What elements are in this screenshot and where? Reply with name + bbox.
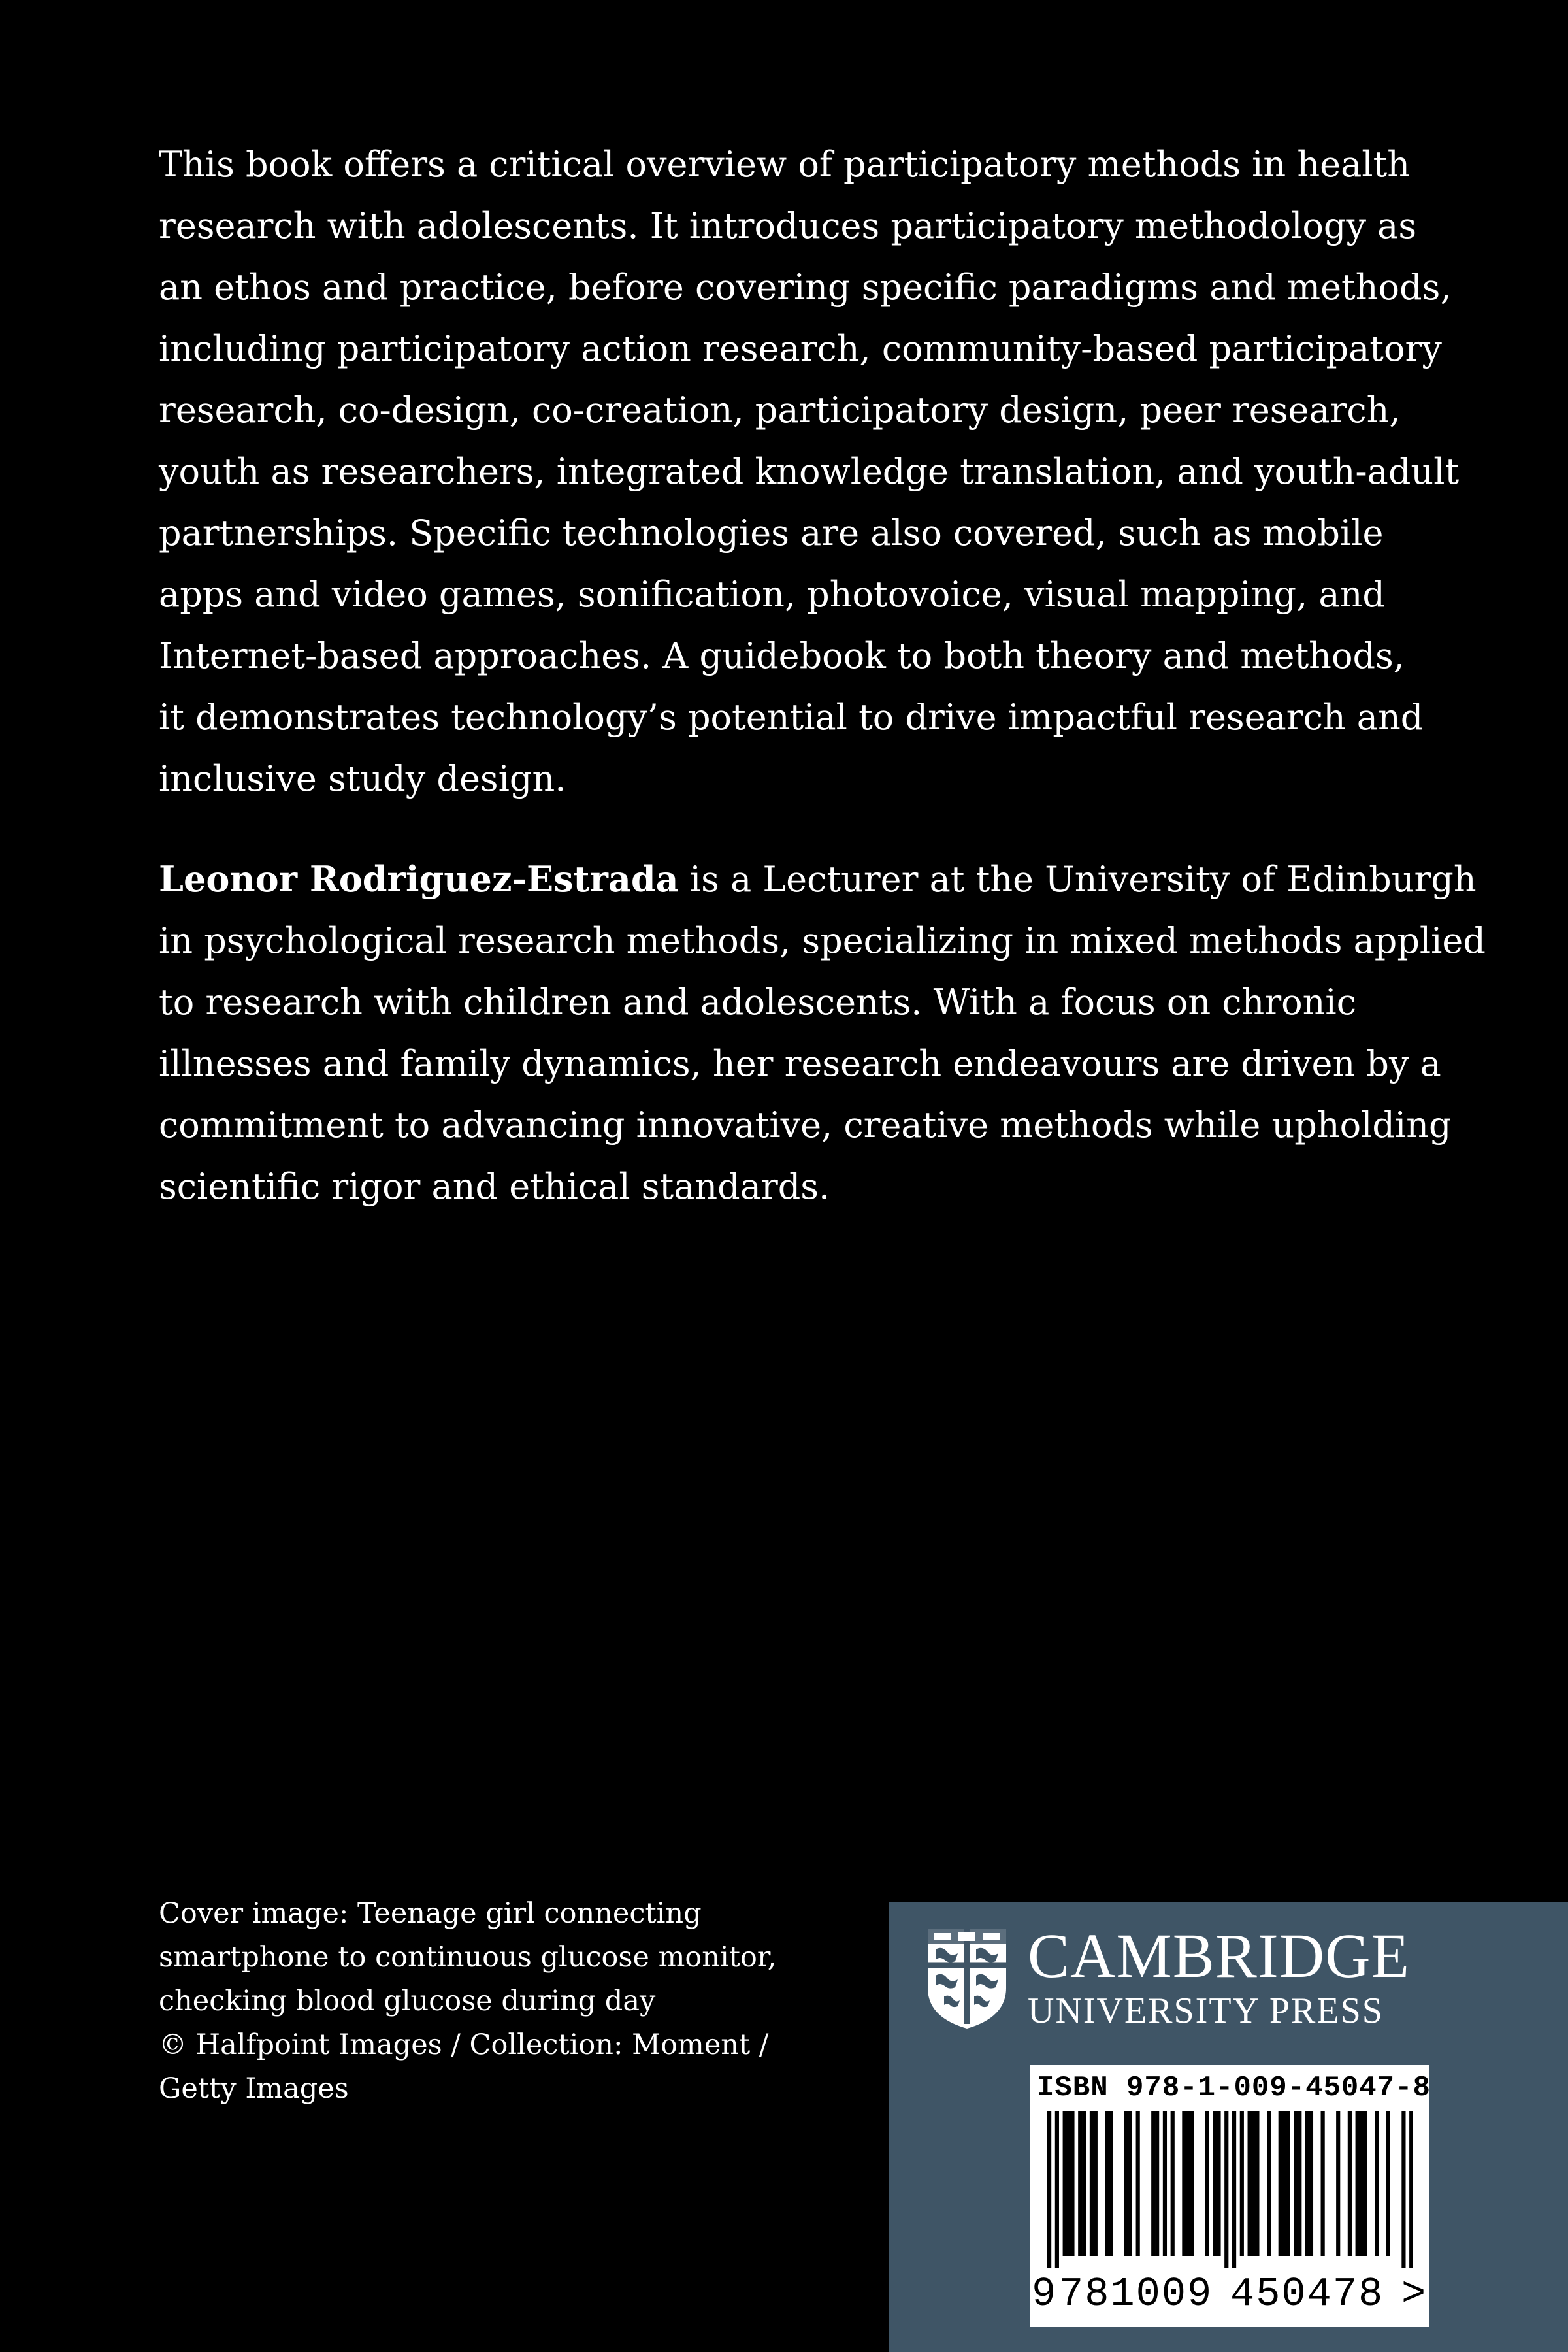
bio-line: scientific rigor and ethical standards. (159, 1166, 830, 1207)
barcode-bar (1348, 2111, 1352, 2256)
barcode-bar (1213, 2111, 1217, 2256)
barcode-bar (1124, 2111, 1128, 2256)
barcode-bar (1171, 2111, 1175, 2256)
bio-line: to research with children and adolescents. With a focus on chronic (159, 982, 1356, 1023)
barcode-bar (1186, 2111, 1190, 2256)
barcode-bar (1286, 2111, 1290, 2256)
barcode-bar (1070, 2111, 1074, 2256)
barcode-bar (1251, 2111, 1255, 2256)
barcode-bar (1232, 2111, 1236, 2268)
barcode-bar (1047, 2111, 1051, 2268)
barcode-bar (1217, 2111, 1220, 2256)
back-cover-text (159, 134, 1486, 1217)
cover-image-credit (159, 1892, 776, 2111)
barcode-bar (1163, 2111, 1167, 2256)
bio-line: commitment to advancing innovative, creative methods while upholding (159, 1104, 1452, 1146)
barcode-bar (1359, 2111, 1363, 2256)
barcode-bar (1094, 2111, 1098, 2256)
barcode-bar (1109, 2111, 1113, 2256)
barcode-quiet-zone-mark: > (1401, 2271, 1426, 2317)
credit-line: © Halfpoint Images / Collection: Moment / (159, 2029, 769, 2061)
isbn-barcode (1030, 2065, 1429, 2327)
description-line: Internet-based approaches. A guidebook to both theory and methods, (159, 635, 1405, 676)
barcode-bar (1078, 2111, 1082, 2256)
bio-line: illnesses and family dynamics, her research endeavours are driven by a (159, 1043, 1441, 1084)
barcode-bar (1305, 2111, 1309, 2256)
description-line: including participatory action research, community-based participatory (159, 328, 1442, 369)
barcode-bar (1321, 2111, 1325, 2256)
publisher-logo (924, 1921, 1411, 2032)
bio-line-rest: is a Lecturer at the University of Edinburgh (678, 859, 1477, 900)
barcode-bar (1155, 2111, 1159, 2256)
bio-first-line (159, 848, 1477, 910)
barcode-bar (1151, 2111, 1155, 2256)
barcode-bar (1105, 2111, 1109, 2256)
barcode-digits (1030, 2272, 1429, 2317)
barcode-bar (1386, 2111, 1390, 2256)
publisher-wordmark (1028, 1921, 1411, 2032)
barcode-bar (1401, 2111, 1405, 2268)
barcode-digit-group: 781009 (1059, 2271, 1213, 2317)
description-line: apps and video games, sonification, photovoice, visual mapping, and (159, 574, 1385, 615)
barcode-bar (1294, 2111, 1298, 2256)
description-line: an ethos and practice, before covering specific paradigms and methods, (159, 267, 1452, 308)
barcode-bar (1190, 2111, 1194, 2256)
barcode-bar (1248, 2111, 1252, 2256)
description-line: it demonstrates technology’s potential to drive impactful research and (159, 697, 1424, 738)
barcode-bar (1267, 2111, 1271, 2256)
book-description (159, 134, 1460, 810)
publisher-panel (889, 1902, 1568, 2352)
university-crest-icon (924, 1926, 1009, 2030)
description-line: inclusive study design. (159, 758, 566, 799)
barcode-bar (1063, 2111, 1067, 2256)
barcode-bar (1279, 2111, 1282, 2256)
barcode-bar (1255, 2111, 1259, 2256)
publisher-name-line1: CAMBRIDGE (1028, 1921, 1411, 1991)
barcode-bar (1375, 2111, 1379, 2256)
barcode-digit-group: 450478 (1230, 2271, 1384, 2317)
description-line: partnerships. Specific technologies are also covered, such as mobile (159, 512, 1384, 554)
publisher-name-line2: UNIVERSITY PRESS (1028, 1991, 1384, 2031)
barcode-bar (1240, 2111, 1244, 2256)
description-line: youth as researchers, integrated knowledge translation, and youth-adult (159, 451, 1460, 492)
barcode-bar (1282, 2111, 1286, 2256)
author-bio (159, 848, 1486, 1217)
credit-line: Cover image: Teenage girl connecting (159, 1897, 702, 1930)
barcode-bar (1224, 2111, 1228, 2268)
barcode-bar (1363, 2111, 1367, 2256)
barcode-bar (1182, 2111, 1186, 2256)
credit-line: smartphone to continuous glucose monitor, (159, 1941, 777, 1974)
barcode-bar (1356, 2111, 1360, 2256)
barcode-bar (1136, 2111, 1140, 2256)
barcode-bar (1336, 2111, 1340, 2256)
barcode-bar (1066, 2111, 1070, 2256)
barcode-bar (1082, 2111, 1086, 2256)
description-line: This book offers a critical overview of participatory methods in health (159, 144, 1411, 185)
barcode-bar (1409, 2111, 1413, 2268)
barcode-bar (1055, 2111, 1059, 2268)
barcode-bar (1205, 2111, 1209, 2256)
barcode-lead-digit: 9 (1032, 2271, 1056, 2317)
barcode-bar (1298, 2111, 1301, 2256)
author-name: Leonor Rodriguez-Estrada (159, 858, 679, 900)
description-line: research, co-design, co-creation, participatory design, peer research, (159, 389, 1401, 431)
barcode-bar (1309, 2111, 1313, 2256)
credit-line: Getty Images (159, 2072, 349, 2105)
barcode-bars (1047, 2111, 1413, 2268)
isbn-label: ISBN 978-1-009-45047-8 (1037, 2072, 1431, 2104)
credit-line: checking blood glucose during day (159, 1985, 656, 2017)
description-line: research with adolescents. It introduces participatory methodology as (159, 205, 1417, 246)
barcode-bar (1090, 2111, 1094, 2256)
bio-line: in psychological research methods, specializing in mixed methods applied (159, 920, 1486, 961)
barcode-bar (1128, 2111, 1132, 2256)
